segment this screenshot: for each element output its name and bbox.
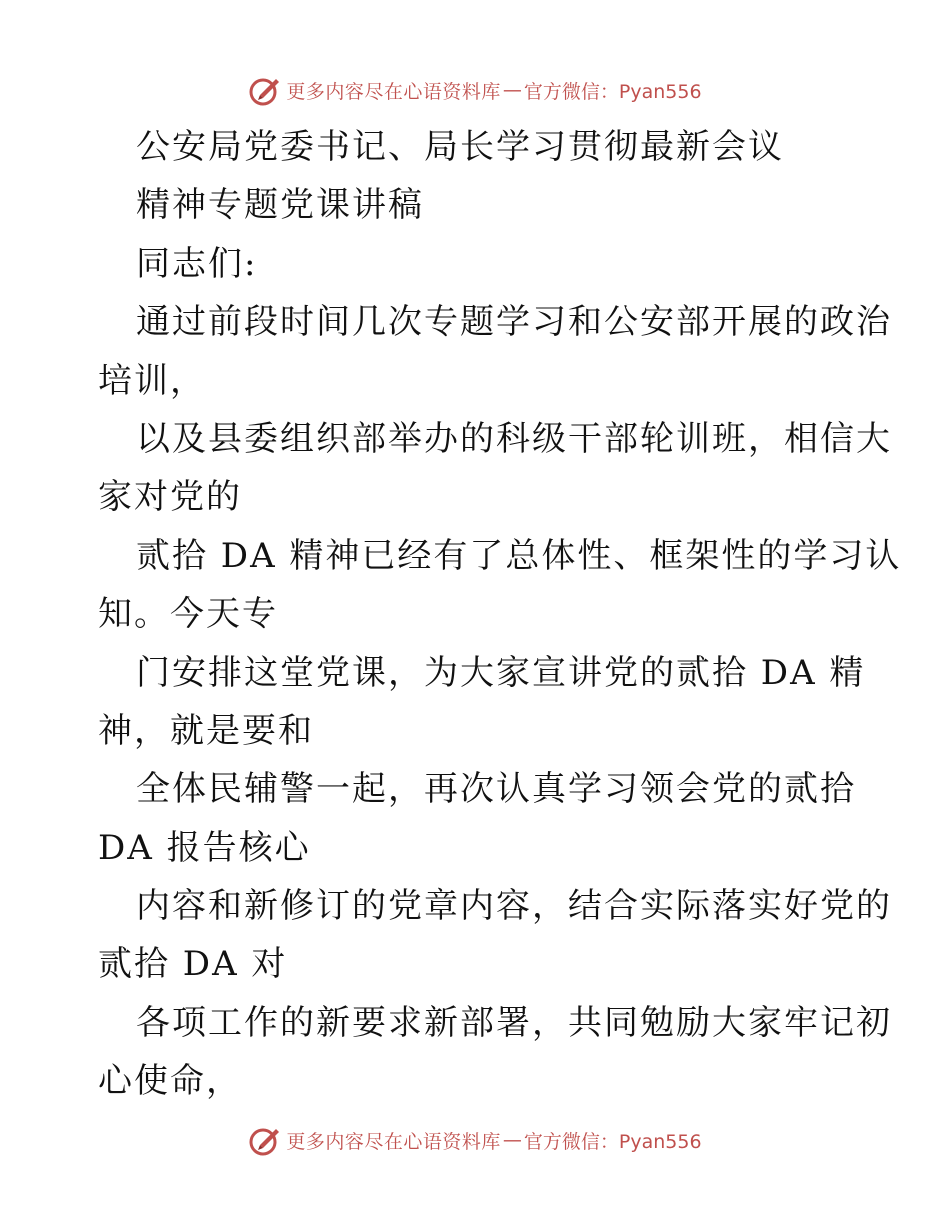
body-line: 家对党的 <box>98 477 242 518</box>
pen-logo-icon <box>248 1123 282 1157</box>
body-line: 内容和新修订的党章内容，结合实际落实好党的 <box>136 886 892 927</box>
document-title-line-1: 公安局党委书记、局长学习贯彻最新会议 <box>136 127 784 167</box>
footer-watermark <box>0 1120 950 1160</box>
watermark-separator: — <box>502 79 522 101</box>
header-watermark <box>0 70 950 110</box>
body-line: 以及县委组织部举办的科级干部轮训班，相信大 <box>136 418 892 459</box>
salutation: 同志们: <box>136 243 258 284</box>
body-line: 各项工作的新要求新部署，共同勉励大家牢记初 <box>136 1002 892 1043</box>
body-line: 贰拾 DA 对 <box>98 944 288 985</box>
body-line: DA 报告核心 <box>98 827 311 868</box>
body-line: 培训， <box>98 360 206 401</box>
watermark-wechat: 官方微信：Pyan556 <box>523 80 702 103</box>
body-line: 心使命， <box>98 1061 242 1102</box>
watermark-separator: — <box>502 1129 522 1151</box>
body-line: 贰拾 DA 精神已经有了总体性、框架性的学习认 <box>136 535 902 576</box>
document-title-line-2: 精神专题党课讲稿 <box>136 185 424 226</box>
watermark-wechat: 官方微信：Pyan556 <box>523 1130 702 1153</box>
body-line: 神，就是要和 <box>98 710 314 751</box>
watermark-text: 更多内容尽在心语资料库 <box>286 80 501 103</box>
body-line: 通过前段时间几次专题学习和公安部开展的政治 <box>136 302 892 343</box>
watermark-text: 更多内容尽在心语资料库 <box>286 1130 501 1153</box>
document-body <box>98 118 902 1111</box>
body-line: 全体民辅警一起，再次认真学习领会党的贰拾 <box>136 769 856 810</box>
body-line: 门安排这堂党课，为大家宣讲党的贰拾 DA 精 <box>136 652 866 693</box>
body-line: 知。今天专 <box>98 594 278 635</box>
pen-logo-icon <box>248 73 282 107</box>
